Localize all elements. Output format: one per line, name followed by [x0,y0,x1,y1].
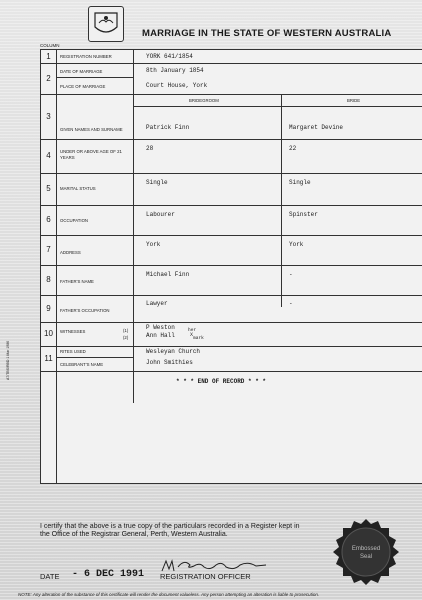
witness-mark-text: her [188,328,197,333]
bride-status-value: Single [289,179,311,186]
row-occupation [41,205,422,236]
register-form [40,49,422,484]
field-label: MARITAL STATUS [60,186,96,191]
footer-note: NOTE: Any alteration of the substance of this certificate will render the document valueless. Any person attempting an alteration is liable to prosecution. [18,592,320,597]
row-witnesses [41,322,422,347]
row-number: 5 [41,173,57,205]
state-crest-icon [88,6,124,42]
row-registration-number [41,50,422,64]
divider [56,357,133,358]
witness-mark-text: mark [193,336,204,341]
row-number: 11 [41,346,57,371]
form-code: A7/TBS/RBD 1 Mar 1986 [6,340,10,380]
row-number: 1 [41,50,57,63]
field-label: PLACE OF MARRIAGE [60,84,106,89]
marriage-date-value: 8th January 1854 [146,67,204,74]
end-of-record: * * * END OF RECORD * * * [176,378,267,385]
row-number: 9 [41,295,57,322]
field-label: WITNESSES [60,329,86,334]
row-names [41,94,422,140]
field-label: REGISTRATION NUMBER [60,54,112,59]
row-marriage-details [41,63,422,95]
seal-text-2: Seal [359,554,373,560]
groom-father-value: Michael Finn [146,271,190,278]
field-label: RITES USED [60,349,86,354]
embossed-seal-icon [332,518,400,586]
groom-father-occupation-value: Lawyer [146,300,168,307]
bride-father-value: - [289,271,293,278]
groom-age-value: 28 [146,145,154,152]
marriage-place-value: Court House, York [146,82,208,89]
bridegroom-header: BRIDEGROOM [189,98,219,103]
field-label: DATE OF MARRIAGE [60,69,103,74]
certification-statement: I certify that the above is a true copy of the particulars recorded in a Register kept in the Office of the Registrar General, Perth, Western Australia. [40,523,300,539]
witness-index: (1) [123,328,129,333]
field-label: GIVEN NAMES AND SURNAME [60,127,123,132]
groom-status-value: Single [146,179,168,186]
field-label: FATHER'S NAME [60,279,94,284]
bride-address-value: York [289,241,304,248]
date-value: - 6 DEC 1991 [72,569,145,580]
field-label: OCCUPATION [60,218,89,223]
divider [133,106,422,107]
witness-index: (2) [123,335,129,340]
witness-mark-x: X [190,332,194,338]
row-number: 6 [41,205,57,235]
row-marital-status [41,173,422,206]
row-fathers-occupation [41,295,422,323]
bride-father-occupation-value: - [289,300,293,307]
bride-header: BRIDE [347,98,361,103]
witness-1-value: P Weston [146,324,175,331]
rites-value: Wesleyan Church [146,348,201,355]
registration-number-value: YORK 641/1854 [146,53,193,60]
registration-officer-label: REGISTRATION OFFICER [160,572,251,581]
witness-2-value: Ann Hall [146,332,175,339]
date-label: DATE [40,572,60,581]
row-number: 8 [41,265,57,295]
field-label: FATHER'S OCCUPATION [60,308,110,313]
bride-name-value: Margaret Devine [289,124,344,131]
row-number: 3 [41,94,57,139]
row-number: 7 [41,235,57,265]
row-age [41,139,422,174]
row-rites-celebrant [41,346,422,372]
divider [56,77,133,78]
column-label: COLUMN [40,43,60,48]
field-label: CELEBRANT'S NAME [60,362,104,367]
bride-occupation-value: Spinster [289,211,318,218]
row-number: 2 [41,63,57,94]
field-label: ADDRESS [60,250,81,255]
groom-address-value: York [146,241,161,248]
celebrant-value: John Smithies [146,359,193,366]
row-address [41,235,422,266]
field-label: UNDER OR ABOVE AGE OF 21 YEARS [60,149,122,160]
row-fathers-name [41,265,422,296]
groom-occupation-value: Labourer [146,211,175,218]
seal-text-1: Embossed [351,546,381,552]
row-number: 10 [41,322,57,346]
groom-name-value: Patrick Finn [146,124,190,131]
document-title: MARRIAGE IN THE STATE OF WESTERN AUSTRALIA [142,28,392,39]
row-number: 4 [41,139,57,173]
bride-age-value: 22 [289,145,297,152]
